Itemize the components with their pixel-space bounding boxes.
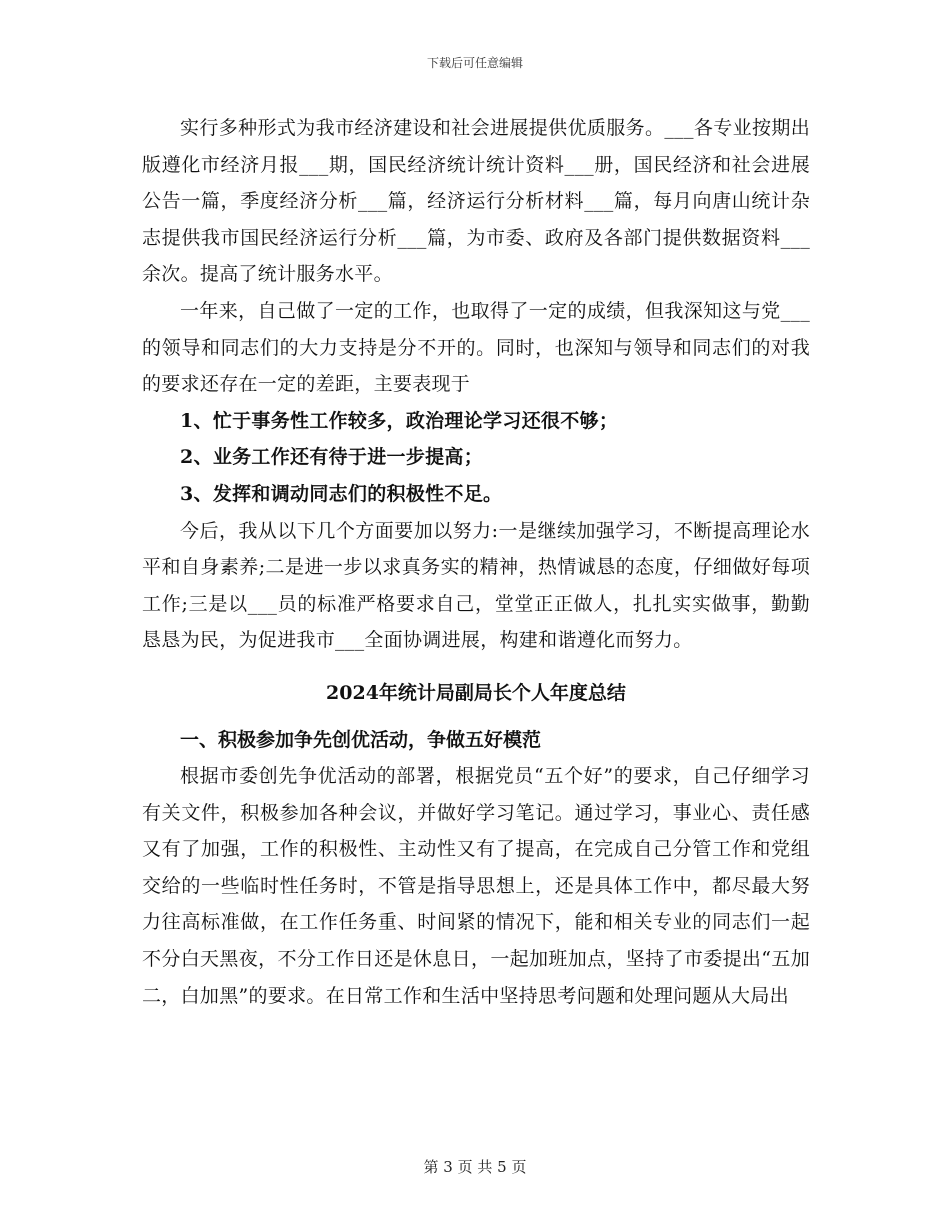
section-heading: 一、积极参加争先创优活动，争做五好模范 — [180, 728, 542, 751]
list-item: 3、发挥和调动同志们的积极性不足。 — [180, 482, 503, 505]
paragraph: 实行多种形式为我市经济建设和社会进展提供优质服务。___各专业按期出版遵化市经济月报___期，国民经济统计统计资料___册，国民经济和社会进展公告一篇，季度经济分析___篇，经济运行分析材料___篇，每月向唐山统计杂志提供我市国民经济运行分析___篇，为市委、政府及各部门提供数据资料___余次。提高了统计服务水平。 — [142, 117, 810, 286]
document-title: 2024年统计局副局长个人年度总结 — [326, 681, 626, 704]
paragraph: 一年来，自己做了一定的工作，也取得了一定的成绩，但我深知这与党___的领导和同志们的大力支持是分不开的。同时，也深知与领导和同志们的对我的要求还存在一定的差距，主要表现于 — [142, 299, 810, 396]
list-item: 2、业务工作还有待于进一步提高； — [180, 446, 484, 469]
list-item: 1、忙于事务性工作较多，政治理论学习还很不够； — [180, 409, 619, 432]
paragraph: 今后，我从以下几个方面要加以努力:一是继续加强学习，不断提高理论水平和自身素养;二是进一步以求真务实的精神，热情诚恳的态度，仔细做好每项工作;三是以___员的标准严格要求自己，堂堂正正做人，扎扎实实做事，勤勤恳恳为民，为促进我市___全面协调进展，构建和谐遵化而努力。 — [142, 519, 810, 652]
paragraph: 根据市委创先争优活动的部署，根据党员“五个好”的要求，自己仔细学习有关文件，积极参加各种会议，并做好学习笔记。通过学习，事业心、责任感又有了加强，工作的积极性、主动性又有了提高，在完成自己分管工作和党组交给的一些临时性任务时，不管是指导思想上，还是具体工作中，都尽最大努力往高标准做，在工作任务重、时间紧的情况下，能和相关专业的同志们一起不分白天黑夜，不分工作日还是休息日，一起加班加点，坚持了市委提出“五加二，白加黑”的要求。在日常工作和生活中坚持思考问题和处理问题从大局出 — [142, 765, 810, 1007]
page-number: 第 3 页 共 5 页 — [423, 1158, 527, 1176]
document-body — [142, 110, 810, 1014]
page-header: 下载后可任意编辑 — [426, 56, 523, 70]
